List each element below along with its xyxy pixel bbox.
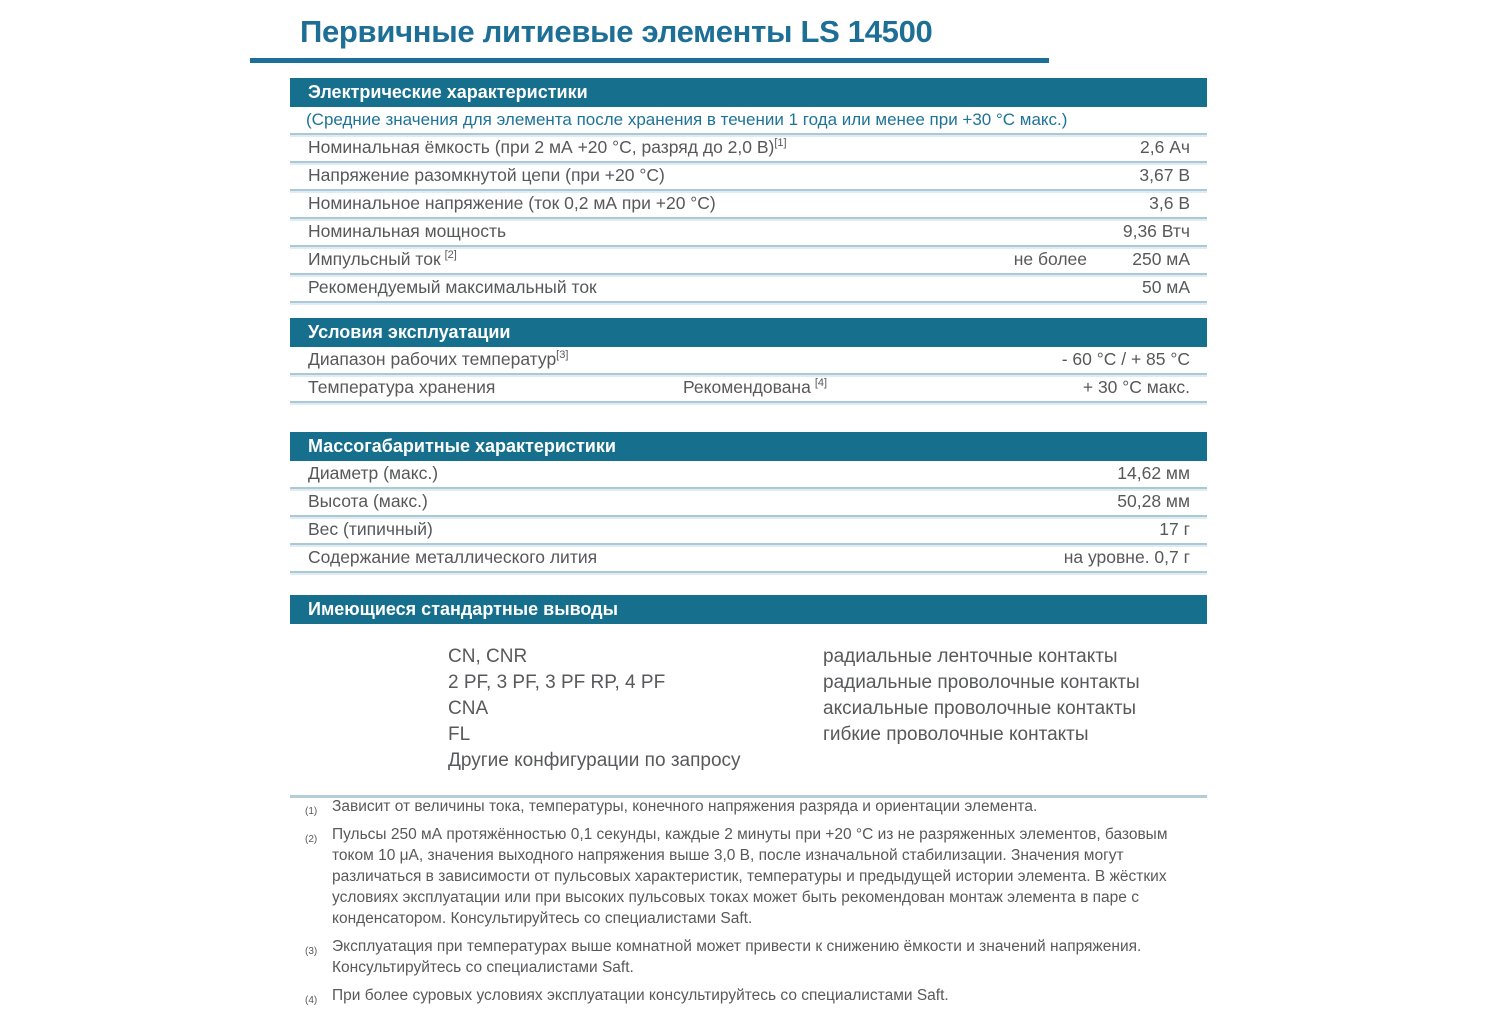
- footnote-text: Эксплуатация при температурах выше комнатной может привести к снижению ёмкости и значений напряжения. Консультируйтесь со специалистами Saft.: [332, 938, 1142, 976]
- spec-row: [290, 375, 1207, 403]
- spec-row: [290, 219, 1207, 247]
- spec-value: - 60 °C / + 85 °C: [1061, 349, 1190, 369]
- section-subtitle: (Средние значения для элемента после хранения в течении 1 года или менее при +30 °C макс.): [290, 107, 1207, 135]
- spec-row: [290, 489, 1207, 517]
- connector-codes: [448, 644, 741, 774]
- spec-row: [290, 247, 1207, 275]
- spec-label-text: Номинальная ёмкость (при 2 мА +20 °C, разряд до 2,0 В): [308, 137, 775, 157]
- spec-row: [290, 135, 1207, 163]
- section-electrical: [290, 78, 1207, 303]
- connector-code: Другие конфигурации по запросу: [448, 750, 741, 771]
- spec-value: + 30 °C макс.: [1082, 377, 1190, 397]
- spec-value: 3,6 В: [1149, 193, 1190, 213]
- spec-row: [290, 163, 1207, 191]
- footnote: [305, 796, 1202, 817]
- footnote: [305, 985, 1202, 1006]
- spec-qualifier: не более: [1013, 249, 1087, 269]
- title-underline: [250, 58, 1049, 63]
- spec-row: [290, 347, 1207, 375]
- footnote-text: При более суровых условиях эксплуатации консультируйтесь со специалистами Saft.: [332, 987, 949, 1004]
- spec-value: 50 мА: [1141, 277, 1190, 297]
- spec-label: Содержание металлического лития: [308, 547, 598, 567]
- connector-code: FL: [448, 724, 471, 745]
- connector-description: аксиальные проволочные контакты: [823, 698, 1137, 719]
- spec-row: [290, 517, 1207, 545]
- spec-label-text: Импульсный ток: [308, 249, 441, 269]
- spec-value: 250 мА: [1132, 249, 1190, 269]
- spec-qualifier: [683, 375, 827, 400]
- spec-label: Диаметр (макс.): [308, 463, 439, 483]
- footnote: [305, 936, 1202, 978]
- spec-row: [290, 275, 1207, 303]
- section-header-bar: Имеющиеся стандартные выводы: [290, 595, 1207, 624]
- spec-row: [290, 191, 1207, 219]
- terminations-body: [290, 624, 1207, 798]
- section-header-bar: Условия эксплуатации: [290, 318, 1207, 347]
- spec-label: Номинальная мощность: [308, 221, 507, 241]
- footnote-ref-3: [3]: [556, 349, 569, 362]
- spec-label: [308, 135, 787, 160]
- spec-qualifier-text: Рекомендована: [683, 377, 811, 397]
- spec-label: Номинальное напряжение (ток 0,2 мА при +20 °C): [308, 193, 716, 213]
- spec-value: 17 г: [1159, 519, 1190, 539]
- spec-label: Рекомендуемый максимальный ток: [308, 277, 597, 297]
- spec-value: 50,28 мм: [1117, 491, 1190, 511]
- spec-label-text: Диапазон рабочих температур: [308, 349, 557, 369]
- footnote-text: Пульсы 250 мА протяжённостью 0,1 секунды, каждые 2 минуты при +20 °C из не разряженных элементов, базовым током 10 μА, значения выходного напряжения выше 3,0 В, после изначальной стабилизации. Значения могут различаться в зависимости от пульсовых характеристик, температуры и предыдущей истории элемента. В жёстких условиях эксплуатации или при высоких пульсовых токах может быть рекомендован монтаж элемента в паре с конденсатором. Консультируйтесь со специалистами Saft.: [332, 826, 1168, 927]
- footnote-marker: (3): [305, 946, 318, 957]
- footnote-marker: (1): [305, 806, 318, 817]
- footnote-ref-1: [1]: [774, 137, 787, 150]
- section-operating: [290, 318, 1207, 403]
- spec-label: [308, 247, 457, 272]
- connector-description: радиальные ленточные контакты: [823, 646, 1118, 667]
- connector-code: 2 PF, 3 PF, 3 PF RP, 4 PF: [448, 672, 666, 693]
- spec-label: Вес (типичный): [308, 519, 433, 539]
- spec-value: 3,67 В: [1139, 165, 1190, 185]
- footnotes: [305, 796, 1202, 1013]
- connector-description: гибкие проволочные контакты: [823, 724, 1089, 745]
- spec-label: Напряжение разомкнутой цепи (при +20 °C): [308, 165, 665, 185]
- spec-row: [290, 461, 1207, 489]
- footnote-text: Зависит от величины тока, температуры, конечного напряжения разряда и ориентации элемента.: [332, 798, 1038, 815]
- footnote-marker: (2): [305, 834, 318, 845]
- connector-code: CN, CNR: [448, 646, 528, 667]
- section-terminations: [290, 595, 1207, 798]
- spec-value: на уровне. 0,7 г: [1063, 547, 1190, 567]
- page-title: Первичные литиевые элементы LS 14500: [300, 14, 933, 49]
- footnote-marker: (4): [305, 995, 318, 1006]
- spec-label: [308, 347, 568, 372]
- connector-code: CNA: [448, 698, 489, 719]
- connector-description: радиальные проволочные контакты: [823, 672, 1140, 693]
- section-dimensions: [290, 432, 1207, 573]
- spec-value: 2,6 Ач: [1140, 137, 1190, 157]
- connector-descriptions: [823, 644, 1140, 748]
- footnote-ref-4: [4]: [814, 377, 828, 390]
- spec-value: 14,62 мм: [1117, 463, 1190, 483]
- footnote: [305, 824, 1202, 929]
- spec-label: Температура хранения: [308, 377, 496, 397]
- spec-label: Высота (макс.): [308, 491, 428, 511]
- spec-row: [290, 545, 1207, 573]
- section-header-bar: Массогабаритные характеристики: [290, 432, 1207, 461]
- footnote-ref-2: [2]: [444, 249, 457, 262]
- section-header-bar: Электрические характеристики: [290, 78, 1207, 107]
- spec-value: 9,36 Втч: [1122, 221, 1190, 241]
